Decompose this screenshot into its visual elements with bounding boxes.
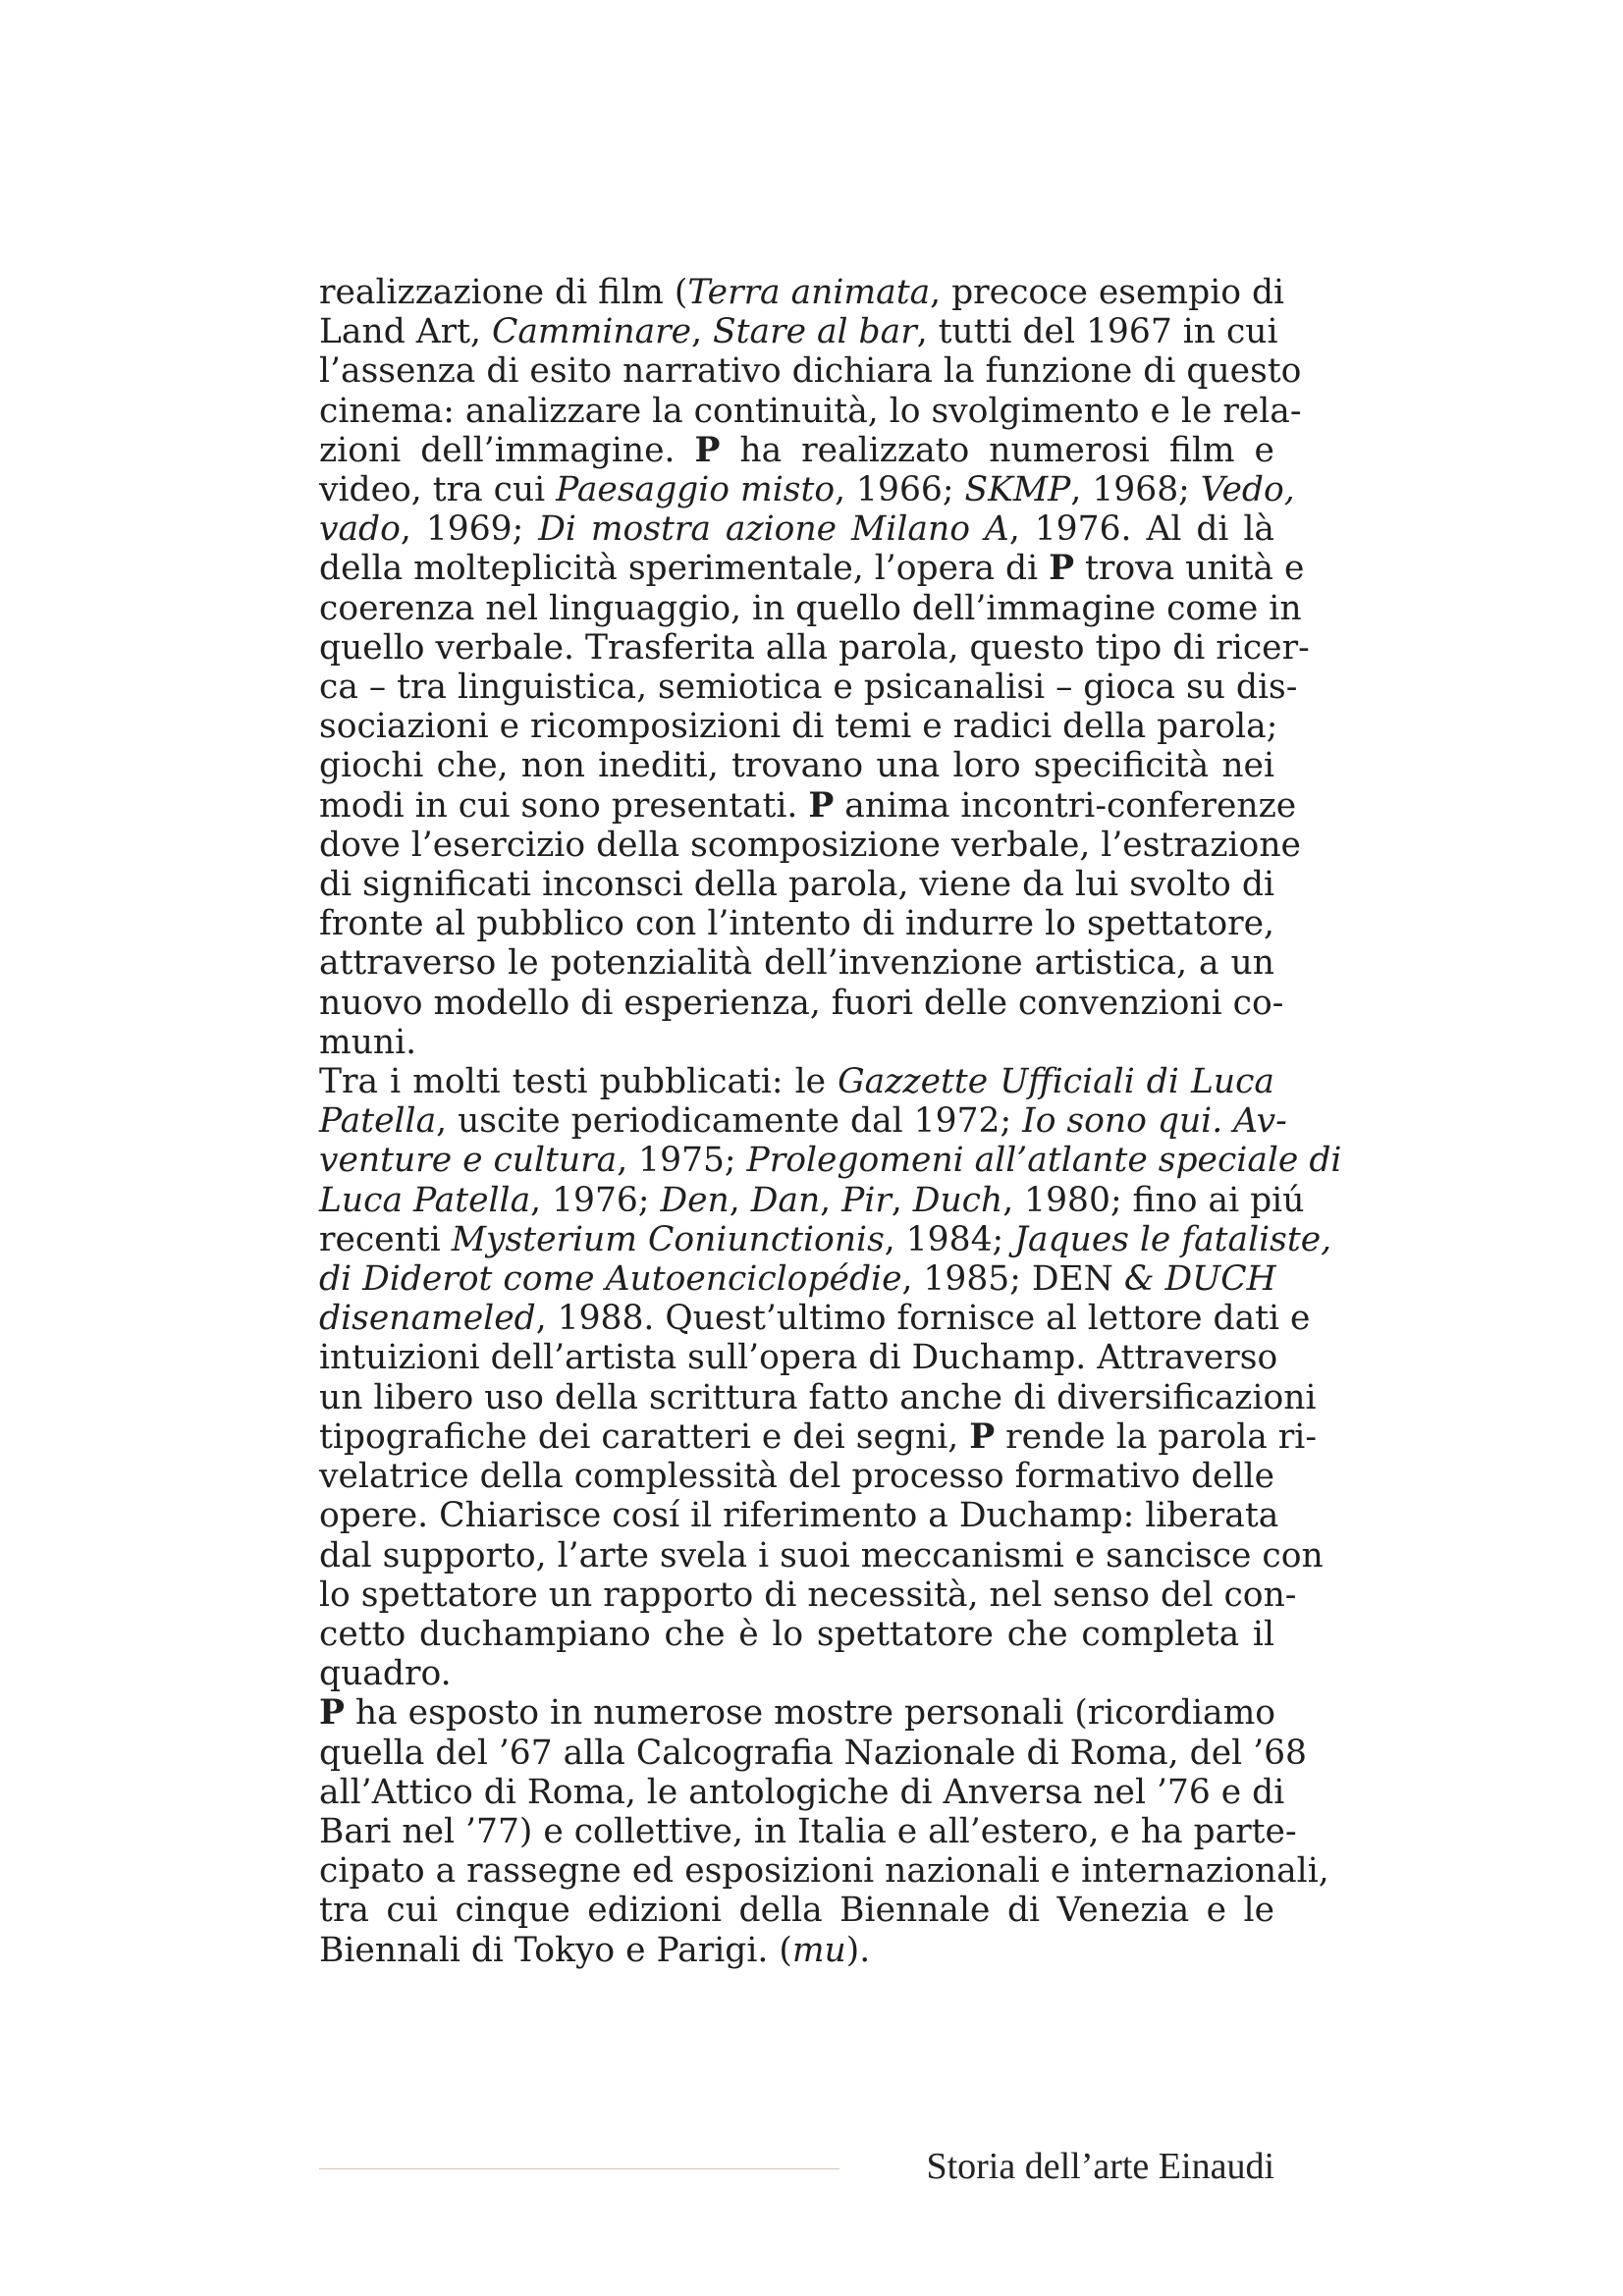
text-line: opere. Chiarisce cosí il riferimento a Duchamp: liberata (319, 1496, 1279, 1536)
text-line: lo spettatore un rapporto di necessità, nel senso del con- (319, 1575, 1297, 1615)
footer-divider (319, 2168, 839, 2169)
text-line: all’Attico di Roma, le antologiche di Anversa nel ’76 e di (319, 1772, 1285, 1812)
footer-title: Storia dell’arte Einaudi (926, 2146, 1274, 2187)
text-line: nuovo modello di esperienza, fuori delle convenzioni co- (319, 983, 1284, 1023)
text-line: intuizioni dell’artista sull’opera di Duchamp. Attraverso (319, 1338, 1278, 1378)
text-line: sociazioni e ricomposizioni di temi e radici della parola; (319, 707, 1278, 747)
text-line: P ha esposto in numerose mostre personali (ricordiamo (319, 1693, 1276, 1734)
text-line: fronte al pubblico con l’intento di indurre lo spettatore, (319, 904, 1274, 944)
text-line: tra cui cinque edizioni della Biennale di Venezia e le (319, 1891, 1274, 1931)
text-line: realizzazione di film (Terra animata, precoce esempio di (319, 273, 1285, 312)
text-line: Luca Patella, 1976; Den, Dan, Pir, Duch, 1980; fino ai piú (319, 1180, 1305, 1220)
text-line: Tra i molti testi pubblicati: le Gazzette Ufficiali di Luca (319, 1062, 1274, 1102)
text-line: disenameled, 1988. Quest’ultimo fornisce al lettore dati e (319, 1299, 1311, 1339)
text-line: cetto duchampiano che è lo spettatore che completa il (319, 1614, 1274, 1654)
body-text (319, 273, 1342, 1970)
text-line: velatrice della complessità del processo formativo delle (319, 1457, 1275, 1497)
text-line: dal supporto, l’arte svela i suoi meccanismi e sancisce con (319, 1535, 1324, 1575)
text-line: video, tra cui Paesaggio misto, 1966; SKMP, 1968; Vedo, (319, 470, 1295, 510)
text-line: recenti Mysterium Coniunctionis, 1984; Jaques le fataliste, (319, 1219, 1332, 1259)
text-line: tipografiche dei caratteri e dei segni, P rende la parola ri- (319, 1416, 1317, 1457)
text-line: l’assenza di esito narrativo dichiara la funzione di questo (319, 351, 1302, 392)
text-line: cipato a rassegne ed esposizioni nazionali e internazionali, (319, 1851, 1329, 1892)
text-line: vado, 1969; Di mostra azione Milano A, 1976. Al di là (319, 509, 1274, 550)
text-line: Patella, uscite periodicamente dal 1972; Io sono qui. Av- (319, 1101, 1287, 1142)
text-line: muni. (319, 1022, 417, 1062)
text-line: quella del ’67 alla Calcografia Nazionale di Roma, del ’68 (319, 1733, 1307, 1773)
text-line: venture e cultura, 1975; Prolegomeni all’atlante speciale di (319, 1141, 1342, 1181)
text-line: coerenza nel linguaggio, in quello dell’immagine come in (319, 588, 1302, 628)
text-line: zioni dell’immagine. P ha realizzato numerosi film e (319, 430, 1274, 470)
text-line: attraverso le potenzialità dell’invenzione artistica, a un (319, 943, 1274, 984)
text-line: quello verbale. Trasferita alla parola, questo tipo di ricer- (319, 627, 1310, 667)
text-line: di significati inconsci della parola, viene da lui svolto di (319, 865, 1274, 905)
text-line: cinema: analizzare la continuità, lo svolgimento e le rela- (319, 391, 1302, 431)
text-line: quadro. (319, 1654, 452, 1694)
text-line: della molteplicità sperimentale, l’opera di P trova unità e (319, 549, 1305, 589)
text-line: Land Art, Camminare, Stare al bar, tutti del 1967 in cui (319, 312, 1278, 352)
text-line: un libero uso della scrittura fatto anche di diversificazioni (319, 1377, 1317, 1417)
text-line: di Diderot come Autoenciclopédie, 1985; DEN & DUCH (319, 1259, 1276, 1300)
text-line: ca – tra linguistica, semiotica e psicanalisi – gioca su dis- (319, 667, 1298, 708)
text-line: Bari nel ’77) e collettive, in Italia e all’estero, e ha parte- (319, 1811, 1297, 1851)
text-line: modi in cui sono presentati. P anima incontri-conferenze (319, 785, 1297, 826)
text-line: dove l’esercizio della scomposizione verbale, l’estrazione (319, 825, 1301, 865)
text-line: giochi che, non inediti, trovano una loro specificità nei (319, 746, 1274, 786)
text-line: Biennali di Tokyo e Parigi. (mu). (319, 1930, 871, 1970)
